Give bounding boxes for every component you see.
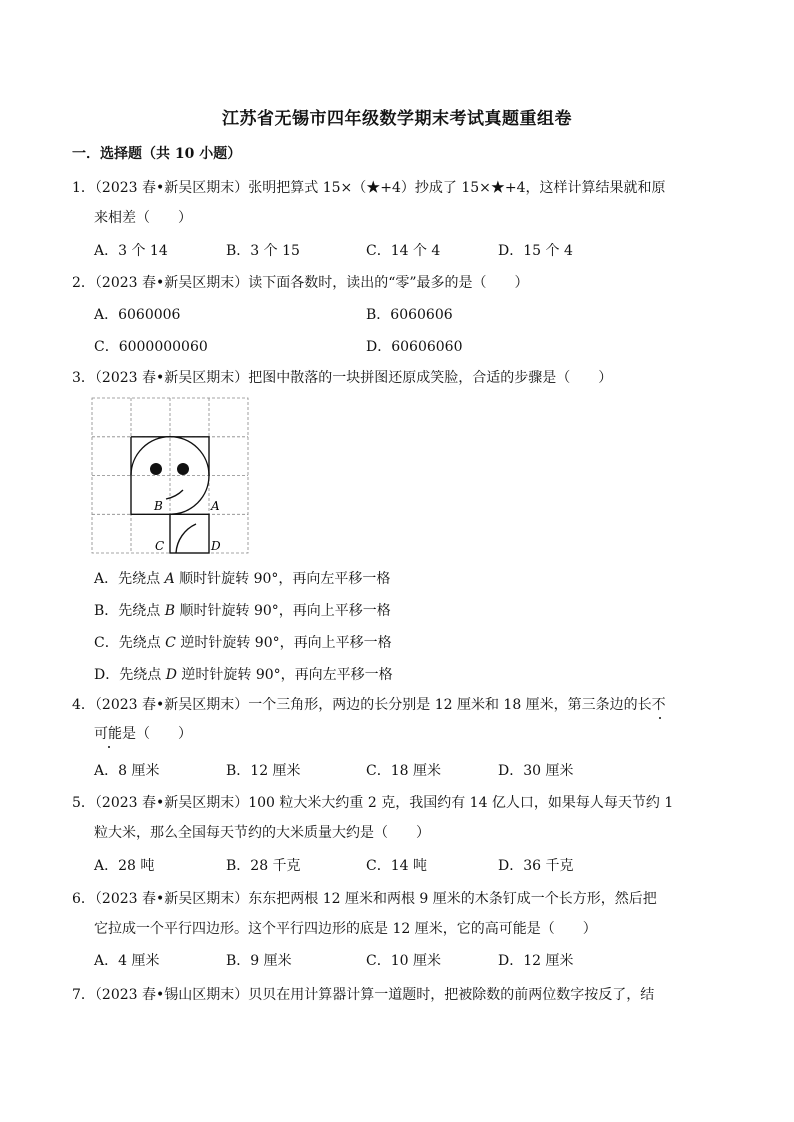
question-6-option-c: C．10 厘米 — [366, 953, 441, 969]
emphasis-dot-text: 可能 — [94, 723, 122, 743]
question-1-option-a: A．3 个 14 — [94, 243, 168, 259]
question-2-option-d: D．60606060 — [366, 339, 463, 355]
question-3-option-a: A．先绕点 A 顺时针旋转 90°，再向左平移一格 — [94, 571, 391, 587]
question-6-line-1: 6．（2023 春•新吴区期末）东东把两根 12 厘米和两根 9 厘米的木条钉成一个长方形，然后把 — [72, 891, 657, 907]
question-2-option-b: B．6060606 — [366, 307, 453, 323]
emphasis-dot-text: 不 — [652, 694, 666, 714]
question-1-option-b: B．3 个 15 — [226, 243, 300, 259]
question-4-option-b: B．12 厘米 — [226, 763, 301, 779]
question-5-option-a: A．28 吨 — [94, 858, 155, 874]
question-4-option-d: D．30 厘米 — [498, 763, 574, 779]
question-1-option-d: D．15 个 4 — [498, 243, 573, 259]
question-6-option-b: B．9 厘米 — [226, 953, 292, 969]
puzzle-piece-arc — [176, 524, 196, 553]
smile-mouth — [166, 490, 183, 499]
question-4-line-2: 可能是（ ） — [94, 723, 192, 743]
question-2-option-c: C．6000000060 — [94, 339, 208, 355]
question-6-line-2: 它拉成一个平行四边形。这个平行四边形的底是 12 厘米，它的高可能是（ ） — [94, 921, 597, 937]
section-heading: 一．选择题（共 10 小题） — [72, 146, 242, 162]
question-7-line-1: 7．（2023 春•锡山区期末）贝贝在用计算器计算一道题时，把被除数的前两位数字按反了，结 — [72, 987, 655, 1003]
point-label-b: B — [154, 499, 163, 513]
question-3-option-c: C．先绕点 C 逆时针旋转 90°，再向上平移一格 — [94, 635, 392, 651]
question-5-option-d: D．36 千克 — [498, 858, 574, 874]
smiley-puzzle-figure — [90, 396, 250, 556]
question-6-option-d: D．12 厘米 — [498, 953, 574, 969]
question-5-line-2: 粒大米，那么全国每天节约的大米质量大约是（ ） — [94, 825, 430, 841]
point-label-c: C — [155, 539, 165, 553]
question-4-line-1: 4．（2023 春•新吴区期末）一个三角形，两边的长分别是 12 厘米和 18 厘米，第三条边的长不 — [72, 694, 666, 714]
question-3-option-d: D．先绕点 D 逆时针旋转 90°，再向左平移一格 — [94, 667, 393, 683]
left-eye — [150, 463, 162, 475]
question-1-line-2: 来相差（ ） — [94, 210, 192, 226]
question-3-line-1: 3．（2023 春•新吴区期末）把图中散落的一块拼图还原成笑脸，合适的步骤是（ ） — [72, 370, 613, 386]
question-5-line-1: 5．（2023 春•新吴区期末）100 粒大米大约重 2 克，我国约有 14 亿人口，如果每人每天节约 1 — [72, 795, 674, 811]
question-2-option-a: A．6060006 — [94, 307, 181, 323]
point-label-d: D — [211, 539, 221, 553]
question-1-line-1: 1．（2023 春•新吴区期末）张明把算式 15×（★+4）抄成了 15×★+4，这样计算结果就和原 — [72, 180, 666, 196]
question-5-option-c: C．14 吨 — [366, 858, 427, 874]
page-title: 江苏省无锡市四年级数学期末考试真题重组卷 — [222, 109, 572, 129]
question-2-line-1: 2．（2023 春•新吴区期末）读下面各数时，读出的“零”最多的是（ ） — [72, 275, 529, 291]
question-4-option-a: A．8 厘米 — [94, 763, 160, 779]
question-4-option-c: C．18 厘米 — [366, 763, 441, 779]
right-eye — [177, 463, 189, 475]
loose-puzzle-piece — [170, 514, 209, 553]
question-6-option-a: A．4 厘米 — [94, 953, 160, 969]
question-3-option-b: B．先绕点 B 顺时针旋转 90°，再向上平移一格 — [94, 603, 391, 619]
question-5-option-b: B．28 千克 — [226, 858, 301, 874]
question-1-option-c: C．14 个 4 — [366, 243, 441, 259]
point-label-a: A — [211, 499, 220, 513]
